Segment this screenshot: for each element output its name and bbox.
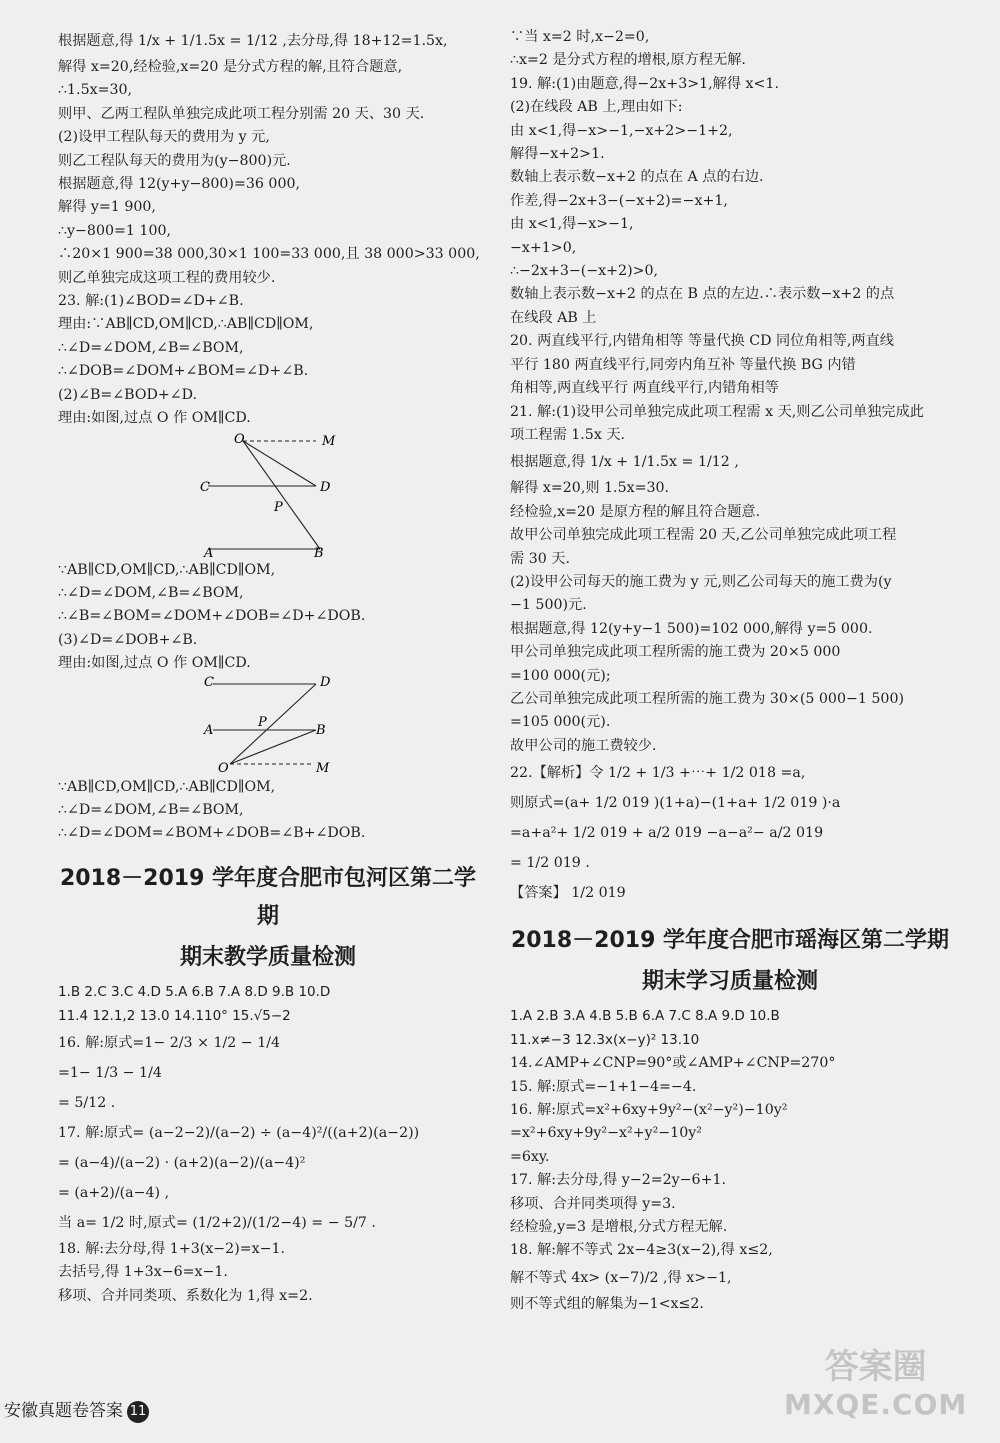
left-column <box>58 26 478 1308</box>
label-M: M <box>316 760 330 776</box>
text-line: 根据题意,得 1/x + 1/1.5x = 1/12 , <box>510 454 739 471</box>
label-A: A <box>204 722 214 738</box>
label-D: D <box>320 479 331 495</box>
text-line: = 5/12 . <box>58 1094 116 1111</box>
geometry-figure-2 <box>58 676 358 776</box>
section-title: 2018－2019 学年度合肥市包河区第二学期 <box>59 865 477 929</box>
text-line: 则乙工程队每天的费用为(y−800)元. <box>58 152 291 169</box>
text-line: ∵当 x=2 时,x−2=0, <box>510 29 650 45</box>
text-line: = (a+2)/(a−4) , <box>58 1184 170 1201</box>
text-line: −x+1>0, <box>510 239 577 256</box>
text-line: (2)设甲公司每天的施工费为 y 元,则乙公司每天的施工费为(y <box>510 573 892 590</box>
text-line: 项工程需 1.5x 天. <box>510 426 626 443</box>
label-P: P <box>258 714 267 730</box>
text-line: 【答案】 1/2 019 <box>510 885 626 902</box>
label-O: O <box>234 431 245 447</box>
answer-row: 1.A 2.B 3.A 4.B 5.B 6.A 7.C 8.A 9.D 10.B <box>510 1008 780 1025</box>
text-line: 作差,得−2x+3−(−x+2)=−x+1, <box>510 192 728 209</box>
text-line: 理由:如图,过点 O 作 OM∥CD. <box>58 410 251 427</box>
text-line: 由 x<1,得−x>−1,−x+2>−1+2, <box>510 122 733 139</box>
page-number-badge: 11 <box>127 1401 149 1423</box>
text-line: ∵AB∥CD,OM∥CD,∴AB∥CD∥OM, <box>58 778 276 795</box>
text-line: 则原式=(a+ 1/2 019 )(1+a)−(1+a+ 1/2 019 )·a <box>510 795 841 812</box>
text-line: 经检验,y=3 是增根,分式方程无解. <box>510 1219 728 1236</box>
right-column <box>510 26 950 1316</box>
text-line: =a+a²+ 1/2 019 + a/2 019 −a−a²− a/2 019 <box>510 825 824 842</box>
text-line: (3)∠D=∠DOB+∠B. <box>58 631 198 648</box>
text-line: 20. 两直线平行,内错角相等 等量代换 CD 同位角相等,两直线 <box>510 333 894 350</box>
text-line: 则不等式组的解集为−1<x≤2. <box>510 1295 704 1312</box>
answer-row: 11.4 12.1,2 13.0 14.110° 15.√5−2 <box>58 1007 291 1024</box>
section-title: 2018－2019 学年度合肥市瑶海区第二学期 <box>510 928 950 954</box>
text-line: −1 500)元. <box>510 597 587 614</box>
label-B: B <box>314 545 324 559</box>
problem-23-heading: 23. 解:(1)∠BOD=∠D+∠B. <box>58 293 244 310</box>
text-line: 14.∠AMP+∠CNP=90°或∠AMP+∠CNP=270° <box>510 1055 836 1072</box>
text-line: = 1/2 019 . <box>510 855 590 872</box>
text-line: 15. 解:原式=−1+1−4=−4. <box>510 1078 697 1095</box>
text-line: 解得 x=20,则 1.5x=30. <box>510 480 670 497</box>
label-O: O <box>218 760 229 776</box>
text-line: 则甲、乙两工程队单独完成此项工程分别需 20 天、30 天. <box>58 105 425 122</box>
text-line: =6xy. <box>510 1148 550 1165</box>
label-C: C <box>200 479 210 495</box>
text-line: 故甲公司的施工费较少. <box>510 737 657 754</box>
text-line: ∴∠D=∠DOM,∠B=∠BOM, <box>58 584 244 601</box>
answer-row: 1.B 2.C 3.C 4.D 5.A 6.B 7.A 8.D 9.B 10.D <box>58 983 331 1000</box>
text-line: 18. 解:去分母,得 1+3(x−2)=x−1. <box>58 1240 286 1257</box>
text-line: = (a−4)/(a−2) · (a+2)(a−2)/(a−4)² <box>58 1154 306 1171</box>
text-line: (2)设甲工程队每天的费用为 y 元, <box>58 129 270 146</box>
text-line: 根据题意,得 12(y+y−1 500)=102 000,解得 y=5 000. <box>510 620 873 637</box>
text-line: 19. 解:(1)由题意,得−2x+3>1,解得 x<1. <box>510 75 779 92</box>
text-line: 解得 x=20,经检验,x=20 是分式方程的解,且符合题意, <box>58 59 403 75</box>
text-line: 16. 解:原式=1− 2/3 × 1/2 − 1/4 <box>58 1034 281 1051</box>
text-line: =105 000(元). <box>510 714 611 731</box>
label-A: A <box>204 545 214 559</box>
text-line: 需 30 天. <box>510 550 570 567</box>
text-line: ∴∠D=∠DOM=∠BOM+∠DOB=∠B+∠DOB. <box>58 825 366 842</box>
text-line: 理由:如图,过点 O 作 OM∥CD. <box>58 655 251 672</box>
label-P: P <box>274 499 283 515</box>
label-D: D <box>320 675 331 690</box>
text-line: ∴−2x+3−(−x+2)>0, <box>510 263 659 280</box>
text-line: ∴y−800=1 100, <box>58 222 172 239</box>
text-line: 数轴上表示数−x+2 的点在 A 点的右边. <box>510 169 764 186</box>
text-line: 数轴上表示数−x+2 的点在 B 点的左边.∴表示数−x+2 的点 <box>510 286 895 303</box>
text-line: 解得−x+2>1. <box>510 146 605 163</box>
text-line: 17. 解:去分母,得 y−2=2y−6+1. <box>510 1172 727 1189</box>
text-line: ∴20×1 900=38 000,30×1 100=33 000,且 38 000>33 000, <box>58 246 480 263</box>
text-line: 移项、合并同类项得 y=3. <box>510 1195 676 1212</box>
watermark-bottom: MXQE.COM <box>784 1388 968 1421</box>
footer-text: 安徽真题卷答案 <box>4 1401 123 1421</box>
text-line: 根据题意,得 12(y+y−800)=36 000, <box>58 176 301 193</box>
text-line: ∴1.5x=30, <box>58 82 133 99</box>
text-line: ∴∠DOB=∠DOM+∠BOM=∠D+∠B. <box>58 363 309 380</box>
watermark-logo <box>784 1348 967 1424</box>
text-line: =x²+6xy+9y²−x²+y²−10y² <box>510 1125 702 1142</box>
text-line: ∵AB∥CD,OM∥CD,∴AB∥CD∥OM, <box>58 561 276 578</box>
text-line: 解得 y=1 900, <box>58 199 156 216</box>
text-line: =1− 1/3 − 1/4 <box>58 1064 162 1081</box>
watermark-top: 答案圈 <box>824 1347 927 1387</box>
text-line: 故甲公司单独完成此项工程需 20 天,乙公司单独完成此项工程 <box>510 527 897 544</box>
answer-row: 11.x≠−3 12.3x(x−y)² 13.10 <box>510 1032 700 1049</box>
text-line: ∴∠D=∠DOM,∠B=∠BOM, <box>58 801 244 818</box>
label-B: B <box>316 722 326 738</box>
text-line: 18. 解:解不等式 2x−4≥3(x−2),得 x≤2, <box>510 1242 773 1259</box>
text-line: 移项、合并同类项、系数化为 1,得 x=2. <box>58 1287 313 1304</box>
page-footer <box>4 1396 149 1423</box>
text-line: 乙公司单独完成此项工程所需的施工费为 30×(5 000−1 500) <box>510 690 905 707</box>
text-line: 平行 180 两直线平行,同旁内角互补 等量代换 BG 内错 <box>510 356 856 373</box>
text-line: ∴x=2 是分式方程的增根,原方程无解. <box>510 52 746 69</box>
geometry-figure-1 <box>58 431 358 559</box>
text-line: 16. 解:原式=x²+6xy+9y²−(x²−y²)−10y² <box>510 1102 788 1118</box>
label-M: M <box>322 433 336 449</box>
section-subtitle: 期末教学质量检测 <box>179 944 356 970</box>
text-line: 去括号,得 1+3x−6=x−1. <box>58 1264 228 1281</box>
text-line: 甲公司单独完成此项工程所需的施工费为 20×5 000 <box>510 644 841 661</box>
label-C: C <box>204 675 214 690</box>
text-line: 理由:∵AB∥CD,OM∥CD,∴AB∥CD∥OM, <box>58 316 314 333</box>
text-line: 经检验,x=20 是原方程的解且符合题意. <box>510 503 761 520</box>
text-line: 根据题意,得 1/x + 1/1.5x = 1/12 ,去分母,得 18+12=1.5x, <box>58 33 448 49</box>
text-line: 则乙单独完成这项工程的费用较少. <box>58 269 276 286</box>
text-line: 当 a= 1/2 时,原式= (1/2+2)/(1/2−4) = − 5/7 . <box>58 1214 376 1231</box>
text-line: 角相等,两直线平行 两直线平行,内错角相等 <box>510 380 779 397</box>
text-line: ∴∠B=∠BOM=∠DOM+∠DOB=∠D+∠DOB. <box>58 608 366 625</box>
text-line: 17. 解:原式= (a−2−2)/(a−2) ÷ (a−4)²/((a+2)(a−2)) <box>58 1124 420 1141</box>
text-line: 在线段 AB 上 <box>510 309 597 326</box>
text-line: =100 000(元); <box>510 667 611 684</box>
text-line: (2)∠B=∠BOD+∠D. <box>58 386 198 403</box>
text-line: 22.【解析】令 1/2 + 1/3 +⋯+ 1/2 018 =a, <box>510 765 806 782</box>
text-line: ∴∠D=∠DOM,∠B=∠BOM, <box>58 339 244 356</box>
text-line: 解不等式 4x> (x−7)/2 ,得 x>−1, <box>510 1269 732 1286</box>
section-subtitle: 期末学习质量检测 <box>641 969 818 995</box>
text-line: 由 x<1,得−x>−1, <box>510 216 634 233</box>
text-line: 21. 解:(1)设甲公司单独完成此项工程需 x 天,则乙公司单独完成此 <box>510 403 924 420</box>
text-line: (2)在线段 AB 上,理由如下: <box>510 99 683 116</box>
